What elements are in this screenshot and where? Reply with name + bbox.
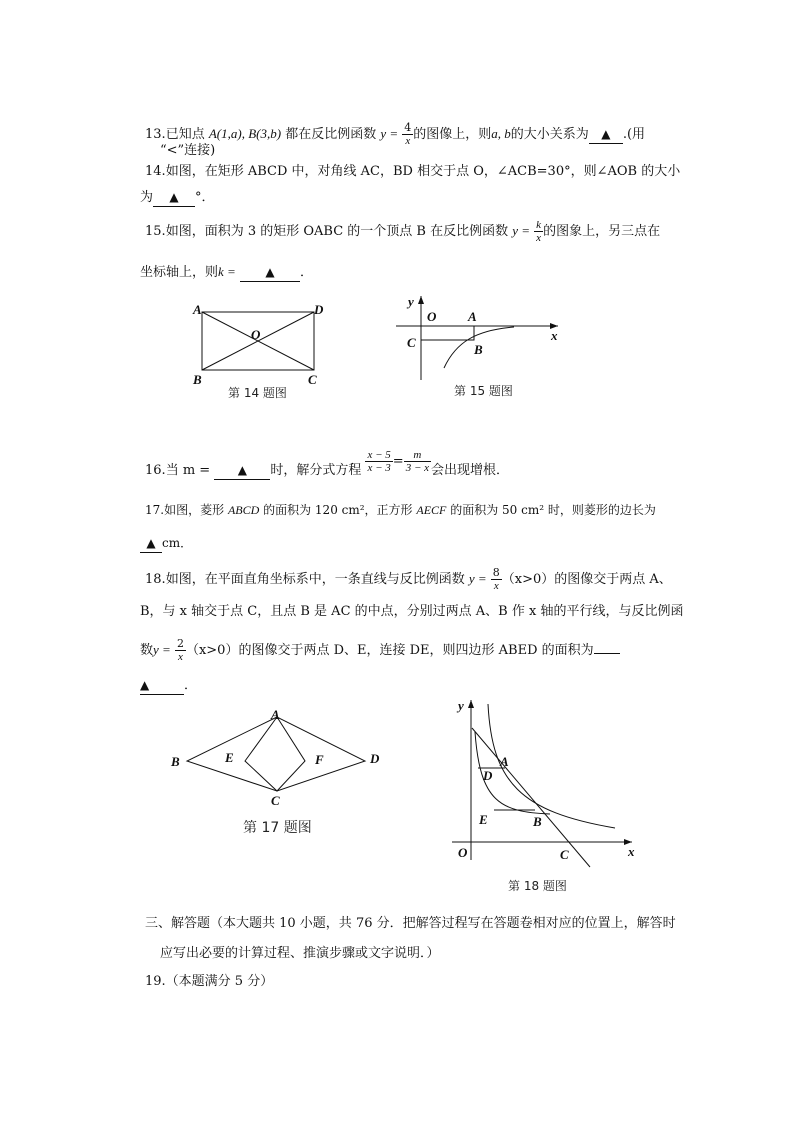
fig15-caption: 第 15 题图 bbox=[454, 384, 513, 398]
q18-line3 bbox=[140, 638, 620, 663]
q17-rhombus: ABCD bbox=[227, 503, 260, 517]
q17-line2 bbox=[140, 534, 192, 553]
q17-unit: cm． bbox=[162, 536, 193, 550]
fig18-label-o: O bbox=[458, 845, 468, 860]
q17-text2: 的面积为 120 cm²，正方形 bbox=[263, 503, 413, 517]
q15-func-lhs: y = bbox=[512, 223, 531, 238]
q17-answer-blank: ▲ bbox=[140, 534, 162, 553]
fig17-label-b: B bbox=[171, 754, 180, 769]
q16-left-fraction: $\frac{x - 5}{x - 3}$ bbox=[367, 449, 391, 474]
q13-points: A(1,a), B(3,b) bbox=[208, 126, 282, 141]
q15-fraction: $\frac{k}{x}$ bbox=[536, 219, 542, 244]
fig17-label-e: E bbox=[225, 750, 234, 765]
fig18-label-c: C bbox=[560, 847, 569, 862]
q17-text3: 的面积为 50 cm² 时，则菱形的边长为 bbox=[450, 503, 656, 517]
q15-k: k = bbox=[218, 264, 236, 279]
q18-func1-lhs: y = bbox=[468, 571, 487, 586]
q14-text: 如图，在矩形 ABCD 中，对角线 AC，BD 相交于点 O，∠ACB=30°，则∠AOB 的大小 bbox=[165, 164, 681, 179]
q18-text5: ． bbox=[184, 678, 198, 693]
q13-answer-blank: ▲ bbox=[589, 125, 623, 144]
fig18-label-y: y bbox=[458, 698, 464, 713]
q14-line2 bbox=[140, 188, 215, 207]
q16-equals: = bbox=[392, 454, 404, 469]
q15-text3: 坐标轴上，则 bbox=[140, 265, 219, 280]
fig14-label-a: A bbox=[193, 302, 202, 317]
figure-15 bbox=[396, 290, 566, 400]
fig17-label-d: D bbox=[370, 751, 380, 766]
fig14-label-b: B bbox=[193, 372, 202, 387]
fig18-label-a: A bbox=[500, 754, 509, 769]
q18-number: 18. bbox=[145, 572, 166, 587]
q14-answer-blank: ▲ bbox=[153, 188, 195, 207]
q19-heading: 19.（本题满分 5 分） bbox=[145, 974, 274, 989]
q14-text3: °． bbox=[195, 190, 215, 205]
fig17-caption: 第 17 题图 bbox=[243, 820, 312, 836]
q14-line1 bbox=[145, 163, 680, 181]
q15-text2: 的图象上，另三点在 bbox=[543, 224, 661, 239]
fig18-label-d: D bbox=[483, 768, 493, 783]
q18-fraction2: $\frac{2}{x}$ bbox=[176, 637, 184, 663]
q18-answer-blank: ▲ bbox=[140, 676, 184, 695]
fig15-label-y: y bbox=[408, 294, 414, 309]
fig18-line-ac bbox=[472, 728, 590, 867]
fig18-y-arrow-icon bbox=[468, 700, 474, 708]
q18-line2: B，与 x 轴交于点 C，且点 B 是 AC 的中点，分别过两点 A、B 作 x 轴的平行线，与反比例函 bbox=[140, 604, 684, 619]
q18-line4 bbox=[140, 676, 197, 695]
q17-text: 如图，菱形 bbox=[164, 503, 225, 517]
q14-text2: 为 bbox=[140, 190, 154, 205]
q15-text: 如图，面积为 3 的矩形 OABC 的一个顶点 B 在反比例函数 bbox=[165, 224, 509, 239]
figure-18 bbox=[450, 692, 650, 897]
q18-text: 如图，在平面直角坐标系中，一条直线与反比例函数 bbox=[165, 572, 465, 587]
q17-line1 bbox=[145, 501, 656, 519]
q15-line2 bbox=[140, 263, 313, 282]
fig15-label-o: O bbox=[427, 309, 437, 324]
q13-text3: 的图像上，则 bbox=[413, 127, 492, 142]
q13-vars: a, b bbox=[491, 126, 511, 141]
q15-number: 15. bbox=[145, 224, 166, 239]
q16-text3: 会出现增根． bbox=[431, 463, 510, 478]
q16-text2: 时，解分式方程 bbox=[270, 463, 362, 478]
q13-text2: 都在反比例函数 bbox=[285, 127, 377, 142]
section3-line2: 应写出必要的计算过程、推演步骤或文字说明．） bbox=[160, 946, 440, 961]
q18-text4a: 数 bbox=[140, 643, 154, 658]
q13-number: 13. bbox=[145, 127, 166, 142]
q18-answer-underline bbox=[594, 653, 620, 654]
q13-line2: “<”连接) bbox=[160, 143, 216, 158]
q18-line1 bbox=[145, 567, 672, 592]
fig14-label-c: C bbox=[308, 372, 317, 387]
q15-answer-blank: ▲ bbox=[240, 263, 300, 282]
q15-line1 bbox=[145, 219, 660, 244]
q13-text: 已知点 bbox=[165, 127, 205, 142]
fig17-label-a: A bbox=[271, 707, 280, 722]
q16-text: 当 m = bbox=[165, 463, 211, 478]
fig15-rectangle-oabc bbox=[421, 326, 474, 340]
fig18-label-e: E bbox=[479, 812, 488, 827]
q16-line bbox=[145, 449, 510, 483]
q18-fraction1: $\frac{8}{x}$ bbox=[492, 566, 500, 592]
figure-17 bbox=[165, 705, 395, 845]
fig18-caption: 第 18 题图 bbox=[508, 879, 567, 893]
q15-text4: ． bbox=[299, 265, 313, 280]
q13-fraction: $\frac{4}{x}$ bbox=[404, 121, 412, 147]
q16-right-fraction: $\frac{m}{3 - x}$ bbox=[405, 449, 430, 474]
q13-line1 bbox=[145, 122, 645, 147]
figure-14 bbox=[186, 298, 336, 408]
q17-number: 17. bbox=[145, 503, 165, 517]
fig15-y-arrow-icon bbox=[418, 296, 424, 304]
q16-number: 16. bbox=[145, 463, 166, 478]
fig14-caption: 第 14 题图 bbox=[228, 386, 287, 400]
q14-number: 14. bbox=[145, 164, 166, 179]
q17-square: AECF bbox=[416, 503, 447, 517]
fig14-label-d: D bbox=[314, 302, 324, 317]
fig15-label-a: A bbox=[468, 309, 477, 324]
q16-answer-blank: ▲ bbox=[214, 461, 270, 480]
fig18-label-x: x bbox=[628, 844, 635, 859]
rhombus-abcd bbox=[187, 717, 365, 791]
q13-func-lhs: y = bbox=[380, 126, 399, 141]
fig18-label-b: B bbox=[533, 814, 542, 829]
q18-func2-lhs: y = bbox=[153, 642, 171, 657]
fig15-label-x: x bbox=[551, 328, 558, 343]
q18-text4b: （x>0）的图像交于两点 D、E，连接 DE，则四边形 ABED 的面积为 bbox=[185, 643, 594, 658]
fig15-label-c: C bbox=[407, 335, 416, 350]
fig14-label-o: O bbox=[251, 327, 261, 342]
q13-text4: 的大小关系为 bbox=[510, 127, 589, 142]
q18-text2: （x>0）的图像交于两点 A、 bbox=[501, 572, 672, 587]
fig15-label-b: B bbox=[474, 342, 483, 357]
fig17-label-c: C bbox=[271, 793, 280, 808]
q13-text5: .(用 bbox=[622, 127, 646, 142]
section3-line1: 三、解答题（本大题共 10 小题，共 76 分．把解答过程写在答题卷相对应的位置上，解答时 bbox=[145, 916, 676, 931]
fig17-label-f: F bbox=[315, 752, 324, 767]
